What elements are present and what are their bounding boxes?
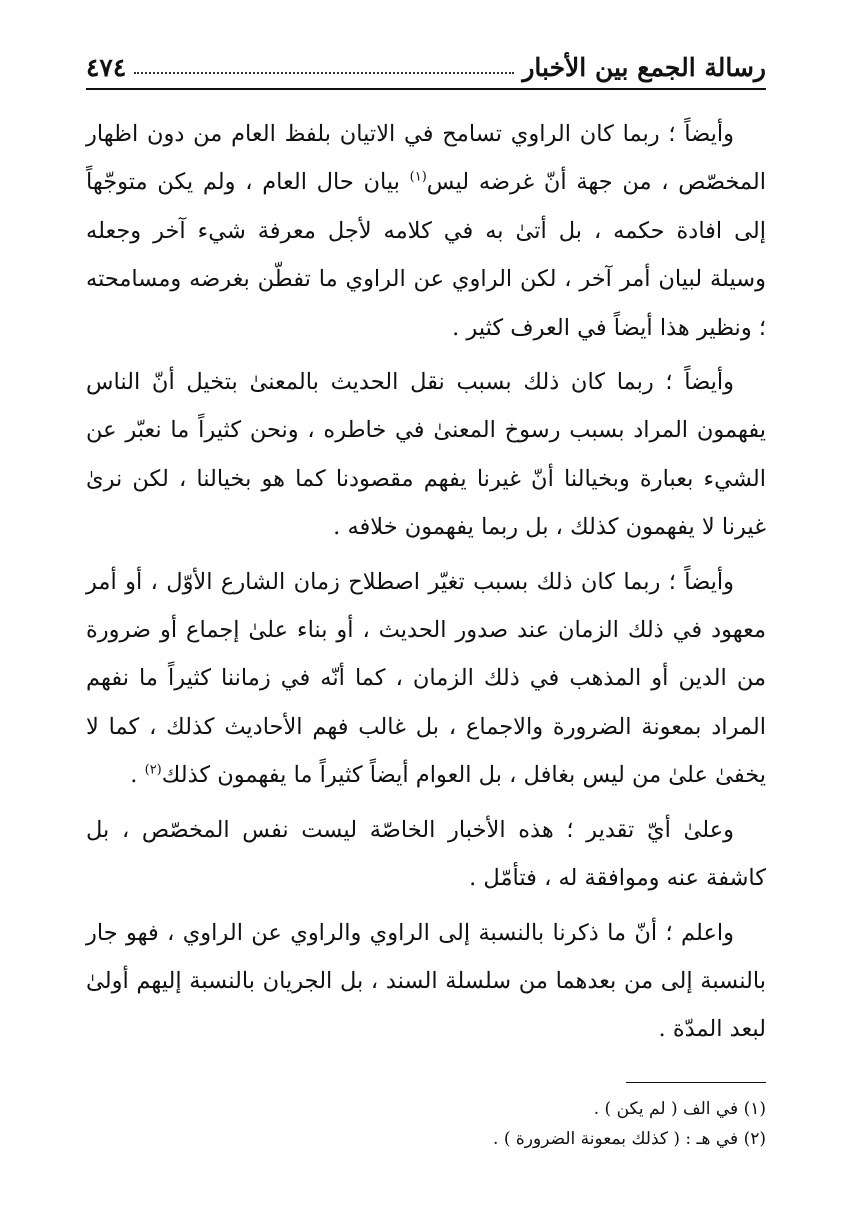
page-number: ٤٧٤ bbox=[86, 53, 127, 82]
footnote: (١) في الف ( لم يكن ) . bbox=[593, 1099, 766, 1119]
footnote-ref: (٢) bbox=[144, 762, 162, 778]
paragraph bbox=[86, 558, 766, 800]
footnote-separator bbox=[626, 1082, 766, 1083]
paragraph-text: وأيضاً ؛ ربما كان ذلك بسبب تغيّر اصطلاح زمان الشارع الأوّل ، أو أمر معهود في ذلك الزمان عند صدور الحديث ، أو بناء علىٰ إجماع أو ضرورة من الدين أو المذهب في ذلك الزمان ، كما أنّه في زماننا كثيراً ما نفهم المراد بمعونة الضرورة والاجماع ، بل غالب فهم الأحاديث كذلك ، كما لا يخفىٰ علىٰ من ليس بغافل ، بل العوام أيضاً كثيراً ما يفهمون كذلك bbox=[86, 568, 766, 789]
leader-dots bbox=[134, 72, 514, 74]
paragraph: وأيضاً ؛ ربما كان ذلك بسبب نقل الحديث بالمعنىٰ بتخيل أنّ الناس يفهمون المراد بسبب رسوخ المعنىٰ في خاطره ، ونحن كثيراً ما نعبّر عن الشيء بعبارة وبخيالنا أنّ غيرنا يفهم مقصودنا كما هو بخيالنا ، لكن نرىٰ غيرنا لا يفهمون كذلك ، بل ربما يفهمون خلافه . bbox=[86, 369, 766, 541]
running-title: رسالة الجمع بين الأخبار bbox=[522, 53, 766, 82]
paragraph-text: . bbox=[130, 762, 145, 789]
paragraph bbox=[86, 110, 766, 352]
paragraph-text: وأيضاً ؛ ربما كان الراوي تسامح في الاتيان بلفظ العام من دون اظهار المخصّص ، من جهة أنّ غرضه ليس bbox=[86, 121, 766, 196]
paragraph: واعلم ؛ أنّ ما ذكرنا بالنسبة إلى الراوي والراوي عن الراوي ، فهو جار بالنسبة إلى من بعدهما من سلسلة السند ، بل الجريان بالنسبة إليهم أولىٰ لبعد المدّة . bbox=[86, 919, 766, 1043]
paragraph: وعلىٰ أيّ تقدير ؛ هذه الأخبار الخاصّة ليست نفس المخصّص ، بل كاشفة عنه وموافقة له ، فتأمّل . bbox=[86, 816, 766, 892]
main-text bbox=[86, 110, 766, 1060]
footnote: (٢) في هـ : ( كذلك بمعونة الضرورة ) . bbox=[493, 1129, 766, 1149]
footnotes bbox=[86, 1094, 766, 1154]
footnote-ref: (١) bbox=[409, 169, 427, 185]
running-header bbox=[86, 28, 766, 90]
paragraph-text: بيان حال العام ، ولم يكن متوجّهاً إلى افادة حكمه ، بل أتىٰ به في كلامه لأجل معرفة شيء آخر وجعله وسيلة لبيان أمر آخر ، لكن الراوي عن الراوي ما تفطّن بغرضه ومسامحته ؛ ونظير هذا أيضاً في العرف كثير . bbox=[86, 169, 766, 341]
